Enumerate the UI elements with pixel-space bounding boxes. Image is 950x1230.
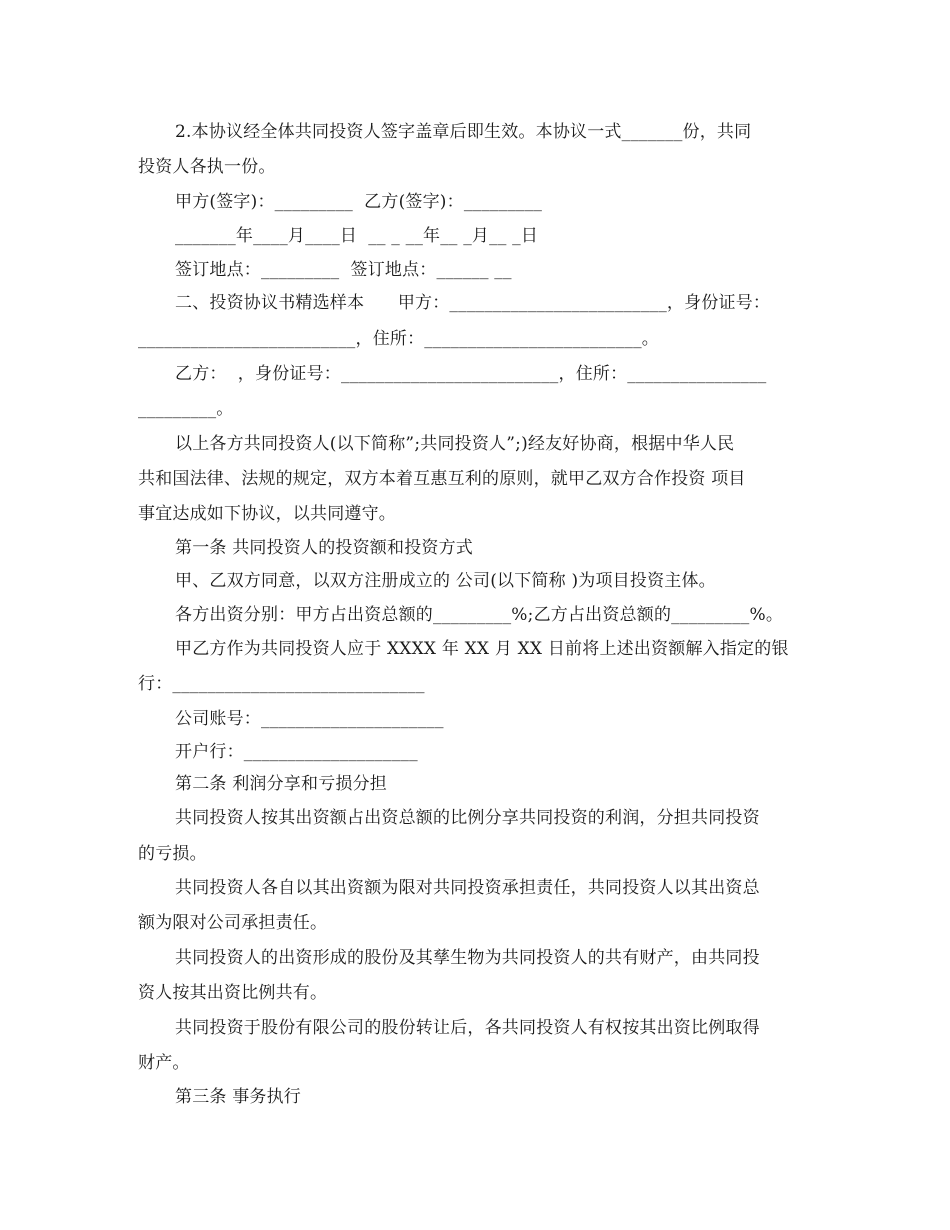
- text-line: 2.本协议经全体共同投资人签字盖章后即生效。本协议一式_______份，共同: [175, 122, 752, 142]
- text-line: 二、投资协议书精选样本 甲方：_________________________，身份证号：: [175, 293, 771, 313]
- text-line: 共同投资人按其出资额占出资总额的比例分享共同投资的利润，分担共同投资: [175, 808, 760, 828]
- text-line: 公司账号：_____________________: [175, 709, 444, 729]
- text-line: 第三条 事务执行: [175, 1087, 302, 1107]
- text-line: _______年____月____日 __ _ __年__ _月__ _日: [175, 226, 539, 246]
- text-line: 的亏损。: [138, 844, 207, 864]
- text-line: 以上各方共同投资人(以下简称”;共同投资人”;)经友好协商，根据中华人民: [175, 434, 735, 454]
- text-line: 共和国法律、法规的规定，双方本着互惠互利的原则，就甲乙双方合作投资 项目: [138, 469, 746, 489]
- text-line: 各方出资分别：甲方占出资总额的_________%;乙方占出资总额的_________%。: [175, 605, 784, 625]
- text-line: _________。: [138, 399, 234, 419]
- text-line: 资人按其出资比例共有。: [138, 983, 328, 1003]
- text-line: 乙方： ，身份证号：_________________________，住所：________________: [175, 364, 767, 384]
- text-line: 共同投资于股份有限公司的股份转让后，各共同投资人有权按其出资比例取得: [175, 1018, 760, 1038]
- text-line: 事宜达成如下协议，以共同遵守。: [138, 504, 396, 524]
- text-line: 共同投资人的出资形成的股份及其孳生物为共同投资人的共有财产，由共同投: [175, 948, 760, 968]
- text-line: 行：_____________________________: [138, 674, 425, 694]
- text-line: 第一条 共同投资人的投资额和投资方式: [175, 538, 474, 558]
- text-line: 共同投资人各自以其出资额为限对共同投资承担责任，共同投资人以其出资总: [175, 878, 760, 898]
- text-line: 开户行：____________________: [175, 742, 418, 762]
- text-line: 投资人各执一份。: [138, 157, 276, 177]
- text-line: 甲方(签字)：_________ 乙方(签字)：_________: [175, 192, 543, 212]
- text-line: 甲、乙双方同意，以双方注册成立的 公司(以下简称 )为项目投资主体。: [175, 571, 716, 591]
- text-line: 额为限对公司承担责任。: [138, 913, 328, 933]
- text-line: 第二条 利润分享和亏损分担: [175, 774, 388, 794]
- text-line: 甲乙方作为共同投资人应于 XXXX 年 XX 月 XX 日前将上述出资额解入指定的银: [175, 639, 789, 659]
- text-line: 签订地点：_________ 签订地点：______ __: [175, 260, 512, 280]
- text-line: _________________________，住所：_________________________。: [138, 329, 659, 349]
- text-line: 财产。: [138, 1053, 190, 1073]
